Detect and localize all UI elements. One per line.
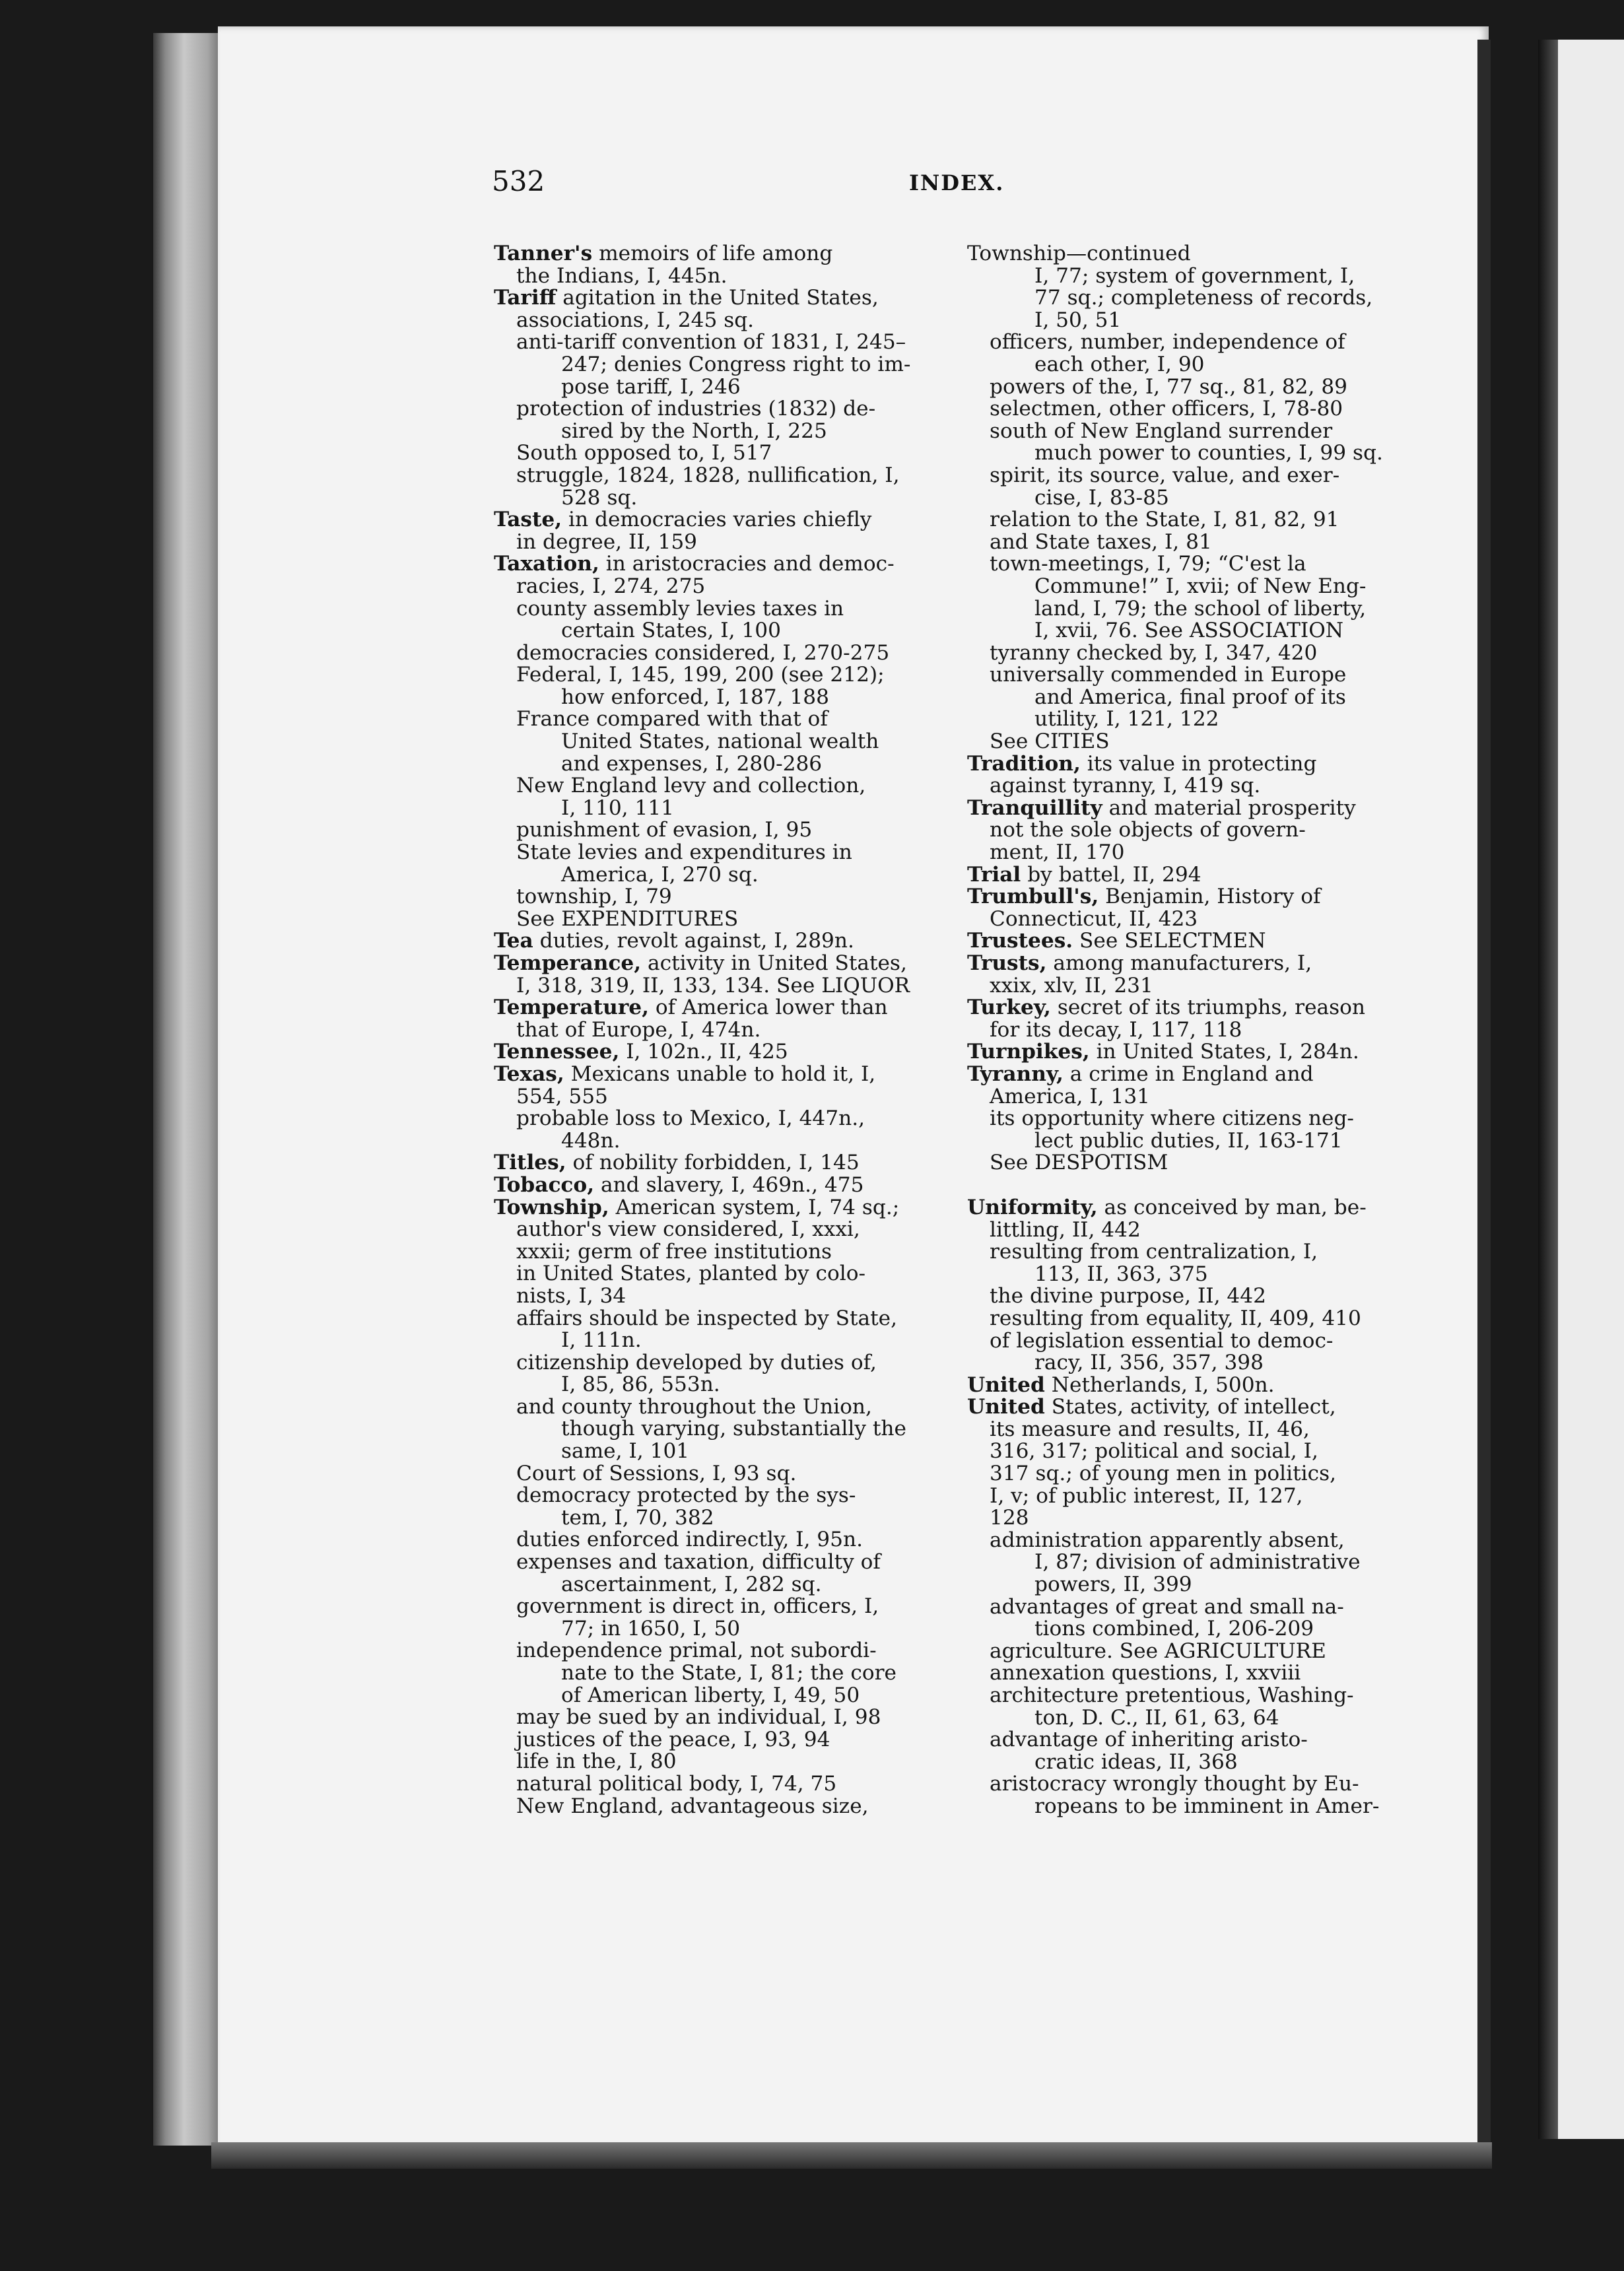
index-entry	[967, 465, 1429, 509]
index-entry-line: United States, national wealth	[561, 729, 879, 754]
index-entry	[494, 1529, 956, 1551]
index-headword: Tyranny,	[967, 1062, 1064, 1086]
index-entry-line: powers, II, 399	[1034, 1573, 1192, 1597]
index-entry-line: South opposed to, I, 517	[516, 441, 772, 465]
index-entry-line: 247; denies Congress right to im-	[561, 352, 911, 376]
index-entry-line: xxix, xlv, II, 231	[990, 973, 1153, 998]
index-headword: Tea	[494, 929, 533, 953]
index-entry-line: ascertainment, I, 282 sq.	[561, 1572, 822, 1596]
index-entry-line: universally commended in Europe	[990, 663, 1347, 687]
page-number: 532	[492, 165, 545, 197]
index-entry-line: and State taxes, I, 81	[990, 529, 1212, 554]
index-headword: Township,	[494, 1195, 609, 1219]
index-headword: Taxation,	[494, 552, 599, 576]
index-entry	[494, 553, 956, 597]
index-headword: Trusts,	[967, 951, 1047, 975]
index-entry	[967, 1596, 1429, 1641]
index-entry-line: anti-tariff convention of 1831, I, 245–	[516, 330, 906, 355]
index-entry-line: 77; in 1650, I, 50	[561, 1616, 741, 1641]
index-entry-line: against tyranny, I, 419 sq.	[990, 774, 1261, 798]
index-entry	[494, 1396, 956, 1463]
index-entry-line: I, xvii, 76. See ASSOCIATION	[1034, 619, 1344, 643]
index-entry	[494, 1308, 956, 1352]
index-entry-line: agriculture. See AGRICULTURE	[990, 1639, 1326, 1663]
index-entry	[494, 1596, 956, 1640]
index-entry-line: spirit, its source, value, and exer-	[990, 463, 1340, 487]
index-entry	[967, 509, 1429, 531]
index-entry-line: I, v; of public interest, II, 127,	[990, 1483, 1303, 1508]
index-entry-line: Taste, in democracies varies chiefly	[494, 508, 872, 532]
index-entry-line: Trumbull's, Benjamin, History of	[967, 885, 1321, 909]
index-entry	[967, 753, 1429, 797]
index-entry-line: France compared with that of	[516, 707, 828, 731]
index-entry-line: I, 77; system of government, I,	[1034, 263, 1355, 288]
index-entry	[494, 930, 956, 953]
next-page-edge	[1558, 40, 1624, 2139]
index-entry-line: Taxation, in aristocracies and democ-	[494, 552, 895, 576]
index-entry	[967, 376, 1429, 399]
index-headword: Tradition,	[967, 751, 1081, 776]
index-entry	[494, 997, 956, 1041]
index-entry-line: advantage of inheriting aristo-	[990, 1728, 1308, 1752]
index-entry-line: I, 318, 319, II, 133, 134. See LIQUOR	[516, 973, 910, 998]
index-entry-line: lect public duties, II, 163-171	[1034, 1128, 1343, 1153]
index-entry-line: advantages of great and small na-	[990, 1594, 1344, 1619]
index-entry-line: utility, I, 121, 122	[1034, 707, 1219, 731]
index-entry	[494, 598, 956, 642]
index-entry-line: 554, 555	[516, 1084, 608, 1108]
index-entry-line: for its decay, I, 117, 118	[990, 1017, 1242, 1042]
index-entry	[494, 1551, 956, 1596]
index-entry-line: independence primal, not subordi-	[516, 1639, 877, 1663]
index-entry-line: I, 85, 86, 553n.	[561, 1373, 720, 1397]
index-entry-line: Federal, I, 145, 199, 200 (see 212);	[516, 663, 885, 687]
index-entry-line: Commune!” I, xvii; of New Eng-	[1034, 574, 1367, 598]
index-entry-line: resulting from equality, II, 409, 410	[990, 1306, 1361, 1330]
index-entry-line: affairs should be inspected by State,	[516, 1306, 897, 1330]
index-entry-line: democracy protected by the sys-	[516, 1483, 856, 1508]
index-entry-line: 77 sq.; completeness of records,	[1034, 286, 1373, 310]
index-entry	[967, 1152, 1429, 1174]
index-entry-line: certain States, I, 100	[561, 619, 781, 643]
index-entry	[967, 930, 1429, 953]
index-entry-line: 317 sq.; of young men in politics,	[990, 1462, 1337, 1486]
index-entry	[967, 553, 1429, 642]
index-entry-line: each other, I, 90	[1034, 352, 1205, 376]
index-entry-line: Tennessee, I, 102n., II, 425	[494, 1040, 788, 1064]
index-entry-line: powers of the, I, 77 sq., 81, 82, 89	[990, 374, 1348, 399]
index-entry-line: town-meetings, I, 79; “C'est la	[990, 552, 1306, 576]
index-entry	[494, 819, 956, 842]
index-entry-line: Uniformity, as conceived by man, be-	[967, 1195, 1367, 1219]
index-entry-line: the divine purpose, II, 442	[990, 1284, 1266, 1308]
index-entry-line: I, 50, 51	[1034, 308, 1122, 332]
index-entry	[494, 509, 956, 553]
index-entry-line: Tanner's memoirs of life among	[494, 242, 833, 265]
index-entry-line: cratic ideas, II, 368	[1034, 1749, 1238, 1774]
index-entry-line: I, 87; division of administrative	[1034, 1550, 1361, 1575]
index-entry-line: its measure and results, II, 46,	[990, 1417, 1310, 1441]
index-headword: Tobacco,	[494, 1172, 595, 1197]
index-headword: Uniformity,	[967, 1195, 1098, 1219]
index-entry	[967, 1641, 1429, 1663]
index-entry-line: Turnpikes, in United States, I, 284n.	[967, 1040, 1359, 1064]
next-page-gutter	[1538, 40, 1558, 2139]
index-entry-line: life in the, I, 80	[516, 1749, 677, 1774]
index-entry	[494, 1108, 956, 1152]
index-headword: Turkey,	[967, 996, 1051, 1020]
index-entry	[967, 1064, 1429, 1108]
index-entry-line: Court of Sessions, I, 93 sq.	[516, 1461, 797, 1485]
index-entry-line: America, I, 270 sq.	[561, 862, 759, 887]
index-entry	[494, 708, 956, 775]
index-entry	[967, 642, 1429, 665]
index-entry-line: 113, II, 363, 375	[1034, 1262, 1208, 1286]
index-entry-line: selectmen, other officers, I, 78-80	[990, 397, 1343, 421]
index-entry-line: officers, number, independence of	[990, 330, 1345, 355]
index-entry-line: struggle, 1824, 1828, nullification, I,	[516, 463, 900, 487]
index-entry	[494, 953, 956, 997]
index-entry-line: duties enforced indirectly, I, 95n.	[516, 1528, 863, 1552]
index-entry-line: Tyranny, a crime in England and	[967, 1062, 1314, 1086]
index-entry-line: 128	[990, 1506, 1029, 1530]
index-entry	[494, 1197, 956, 1308]
index-entry-line: government is direct in, officers, I,	[516, 1594, 879, 1619]
index-entry-line: See EXPENDITURES	[516, 906, 739, 931]
page-bottom-edge	[211, 2142, 1492, 2169]
index-entry-line: ment, II, 170	[990, 840, 1125, 865]
index-column-left	[494, 243, 956, 1817]
index-headword: Tanner's	[494, 242, 593, 265]
index-entry-line: sired by the North, I, 225	[561, 419, 827, 443]
index-entry-line: probable loss to Mexico, I, 447n.,	[516, 1106, 865, 1131]
index-entry-line: Texas, Mexicans unable to hold it, I,	[494, 1062, 876, 1086]
index-entry	[494, 1707, 956, 1729]
index-entry-line: and county throughout the Union,	[516, 1394, 872, 1419]
index-entry	[967, 331, 1429, 376]
index-entry	[494, 1485, 956, 1529]
index-entry-line: relation to the State, I, 81, 82, 91	[990, 508, 1339, 532]
index-headword: United	[967, 1395, 1045, 1419]
index-entry	[967, 421, 1429, 465]
index-entry	[494, 465, 956, 509]
index-entry-line: racies, I, 274, 275	[516, 574, 706, 598]
index-entry	[967, 1308, 1429, 1330]
index-entry-line: United Netherlands, I, 500n.	[967, 1373, 1275, 1397]
index-entry-line: Tariff agitation in the United States,	[494, 286, 879, 310]
index-entry-line: may be sued by an individual, I, 98	[516, 1705, 881, 1730]
index-entry-line: Township, American system, I, 74 sq.;	[494, 1195, 900, 1219]
index-entry	[494, 775, 956, 819]
index-entry-line: in United States, planted by colo-	[516, 1262, 866, 1286]
index-headword: Taste,	[494, 508, 562, 532]
index-entry-line: I, 110, 111	[561, 796, 675, 820]
index-entry-line: much power to counties, I, 99 sq.	[1034, 441, 1383, 465]
index-entry-line: ton, D. C., II, 61, 63, 64	[1034, 1705, 1279, 1730]
index-entry-line: United States, activity, of intellect,	[967, 1395, 1336, 1419]
index-entry-line: Tobacco, and slavery, I, 469n., 475	[494, 1172, 864, 1197]
index-entry	[967, 1662, 1429, 1685]
index-entry-line: architecture pretentious, Washing-	[990, 1683, 1354, 1707]
index-entry-line: resulting from centralization, I,	[990, 1240, 1318, 1264]
index-entry-line: of legislation essential to democ-	[990, 1328, 1334, 1353]
index-headword: United	[967, 1373, 1045, 1397]
index-entry-line: township, I, 79	[516, 885, 672, 909]
index-entry-line: Trustees. See SELECTMEN	[967, 929, 1266, 953]
index-entry-line: that of Europe, I, 474n.	[516, 1017, 761, 1042]
index-headword: Trial	[967, 862, 1021, 887]
index-entry-line: nists, I, 34	[516, 1283, 626, 1308]
index-entry	[494, 1463, 956, 1485]
index-entry-line: nate to the State, I, 81; the core	[561, 1661, 897, 1685]
index-entry-line: tem, I, 70, 382	[561, 1505, 714, 1530]
index-entry	[494, 1796, 956, 1818]
index-entry	[967, 797, 1429, 864]
index-entry	[967, 1108, 1429, 1152]
index-entry	[494, 1174, 956, 1197]
index-entry-line: racy, II, 356, 357, 398	[1034, 1351, 1264, 1375]
index-entry	[967, 1197, 1429, 1241]
index-entry	[494, 1041, 956, 1064]
index-entry	[494, 1729, 956, 1751]
page-gutter-shadow	[1477, 40, 1491, 2142]
index-entry-line: New England levy and collection,	[516, 774, 866, 798]
index-entry-line: I, 111n.	[561, 1328, 642, 1353]
index-entry	[967, 886, 1429, 930]
index-headword: Temperature,	[494, 996, 649, 1020]
index-entry-line: aristocracy wrongly thought by Eu-	[990, 1772, 1359, 1796]
index-entry-line: expenses and taxation, difficulty of	[516, 1550, 881, 1575]
index-entry	[967, 1773, 1429, 1817]
index-entry-line: 448n.	[561, 1128, 621, 1153]
index-entry	[967, 1041, 1429, 1064]
index-entry-line: See DESPOTISM	[990, 1151, 1168, 1175]
index-entry-line: Turkey, secret of its triumphs, reason	[967, 996, 1366, 1020]
index-entry-line: New England, advantageous size,	[516, 1794, 869, 1818]
index-entry-line: tyranny checked by, I, 347, 420	[990, 640, 1318, 665]
index-headword: Tranquillity	[967, 796, 1102, 820]
index-entry	[967, 1174, 1429, 1197]
index-entry-line: pose tariff, I, 246	[561, 374, 741, 399]
index-entry-line: ropeans to be imminent in Amer-	[1034, 1794, 1380, 1818]
index-entry-line: associations, I, 245 sq.	[516, 308, 755, 332]
index-headword: Trumbull's,	[967, 885, 1099, 909]
index-entry-line: Trusts, among manufacturers, I,	[967, 951, 1312, 975]
index-entry-line: protection of industries (1832) de-	[516, 397, 876, 421]
index-entry	[967, 243, 1429, 265]
index-entry	[967, 398, 1429, 421]
index-entry-line: xxxii; germ of free institutions	[516, 1239, 832, 1264]
index-entry-line: Temperature, of America lower than	[494, 996, 888, 1020]
index-entry	[494, 1751, 956, 1773]
index-headword: Trustees.	[967, 929, 1073, 953]
index-entry-line: same, I, 101	[561, 1439, 690, 1464]
index-entry	[494, 442, 956, 465]
running-head: INDEX.	[909, 170, 1005, 195]
index-entry	[967, 1374, 1429, 1397]
index-entry	[967, 1241, 1429, 1285]
index-headword: Tennessee,	[494, 1040, 620, 1064]
index-entry-line: Tranquillity and material prosperity	[967, 796, 1356, 820]
index-entry-line: democracies considered, I, 270-275	[516, 640, 890, 665]
index-entry	[494, 908, 956, 931]
index-entry	[494, 1773, 956, 1796]
index-entry-line: in degree, II, 159	[516, 529, 698, 554]
index-entry-line: county assembly levies taxes in	[516, 596, 844, 621]
index-entry-line: See CITIES	[990, 729, 1110, 754]
index-entry-line: land, I, 79; the school of liberty,	[1034, 596, 1367, 621]
index-entry	[967, 1685, 1429, 1729]
index-column-right	[967, 243, 1429, 1818]
index-entry-line: and expenses, I, 280-286	[561, 751, 823, 776]
index-entry-line: not the sole objects of govern-	[990, 818, 1306, 842]
index-entry-line: State levies and expenditures in	[516, 840, 852, 865]
index-entry-line: Tea duties, revolt against, I, 289n.	[494, 929, 854, 953]
index-entry-line: Connecticut, II, 423	[990, 906, 1198, 931]
index-entry	[967, 953, 1429, 997]
index-headword: Tariff	[494, 286, 557, 310]
index-entry-line: annexation questions, I, xxviii	[990, 1661, 1301, 1685]
index-entry-line: Temperance, activity in United States,	[494, 951, 907, 975]
index-entry-line: south of New England surrender	[990, 419, 1333, 443]
index-entry	[967, 531, 1429, 554]
index-entry-line: administration apparently absent,	[990, 1528, 1345, 1552]
index-entry	[967, 731, 1429, 753]
index-entry	[967, 1330, 1429, 1374]
index-entry	[494, 243, 956, 287]
index-entry	[494, 331, 956, 398]
index-entry	[967, 1396, 1429, 1530]
index-entry	[967, 1285, 1429, 1308]
index-entry	[967, 1530, 1429, 1596]
index-entry-line: Trial by battel, II, 294	[967, 862, 1201, 887]
index-entry-line: Titles, of nobility forbidden, I, 145	[494, 1151, 860, 1175]
index-entry-line: its opportunity where citizens neg-	[990, 1106, 1354, 1131]
index-headword: Titles,	[494, 1151, 566, 1175]
index-entry-line: Tradition, its value in protecting	[967, 751, 1317, 776]
index-entry-line: citizenship developed by duties of,	[516, 1350, 877, 1374]
index-entry-line: though varying, substantially the	[561, 1417, 906, 1441]
index-headword: Turnpikes,	[967, 1040, 1090, 1064]
index-entry-line: punishment of evasion, I, 95	[516, 818, 813, 842]
index-entry	[494, 886, 956, 908]
index-headword: Texas,	[494, 1062, 564, 1086]
index-entry	[494, 842, 956, 886]
index-entry-line: how enforced, I, 187, 188	[561, 685, 829, 709]
index-entry-line: cise, I, 83-85	[1034, 485, 1169, 510]
index-entry-line: America, I, 131	[990, 1084, 1150, 1108]
index-entry-line: author's view considered, I, xxxi,	[516, 1217, 860, 1242]
index-entry-line: justices of the peace, I, 93, 94	[516, 1727, 830, 1751]
index-entry	[967, 864, 1429, 887]
index-entry-line: tions combined, I, 206-209	[1034, 1617, 1314, 1641]
index-entry-line: the Indians, I, 445n.	[516, 263, 727, 288]
index-entry	[494, 642, 956, 665]
page-header	[492, 165, 1005, 205]
index-entry-line: 528 sq.	[561, 485, 638, 510]
index-entry-line: 316, 317; political and social, I,	[990, 1439, 1318, 1464]
book-spine-edge	[153, 33, 222, 2146]
index-entry	[494, 1640, 956, 1707]
index-entry	[967, 664, 1429, 731]
index-entry	[494, 1152, 956, 1174]
index-entry-line: and America, final proof of its	[1034, 685, 1346, 709]
index-entry	[494, 664, 956, 708]
index-headword: Temperance,	[494, 951, 642, 975]
index-entry-line: littling, II, 442	[990, 1217, 1141, 1242]
index-entry-line: natural political body, I, 74, 75	[516, 1771, 837, 1796]
index-entry	[494, 1352, 956, 1396]
index-entry	[494, 287, 956, 331]
index-entry-line: Township—continued	[967, 242, 1191, 265]
index-entry	[967, 1729, 1429, 1773]
index-entry-line: of American liberty, I, 49, 50	[561, 1683, 860, 1707]
index-entry	[967, 997, 1429, 1041]
index-entry	[494, 1064, 956, 1108]
index-entry	[494, 398, 956, 442]
index-entry	[967, 265, 1429, 332]
